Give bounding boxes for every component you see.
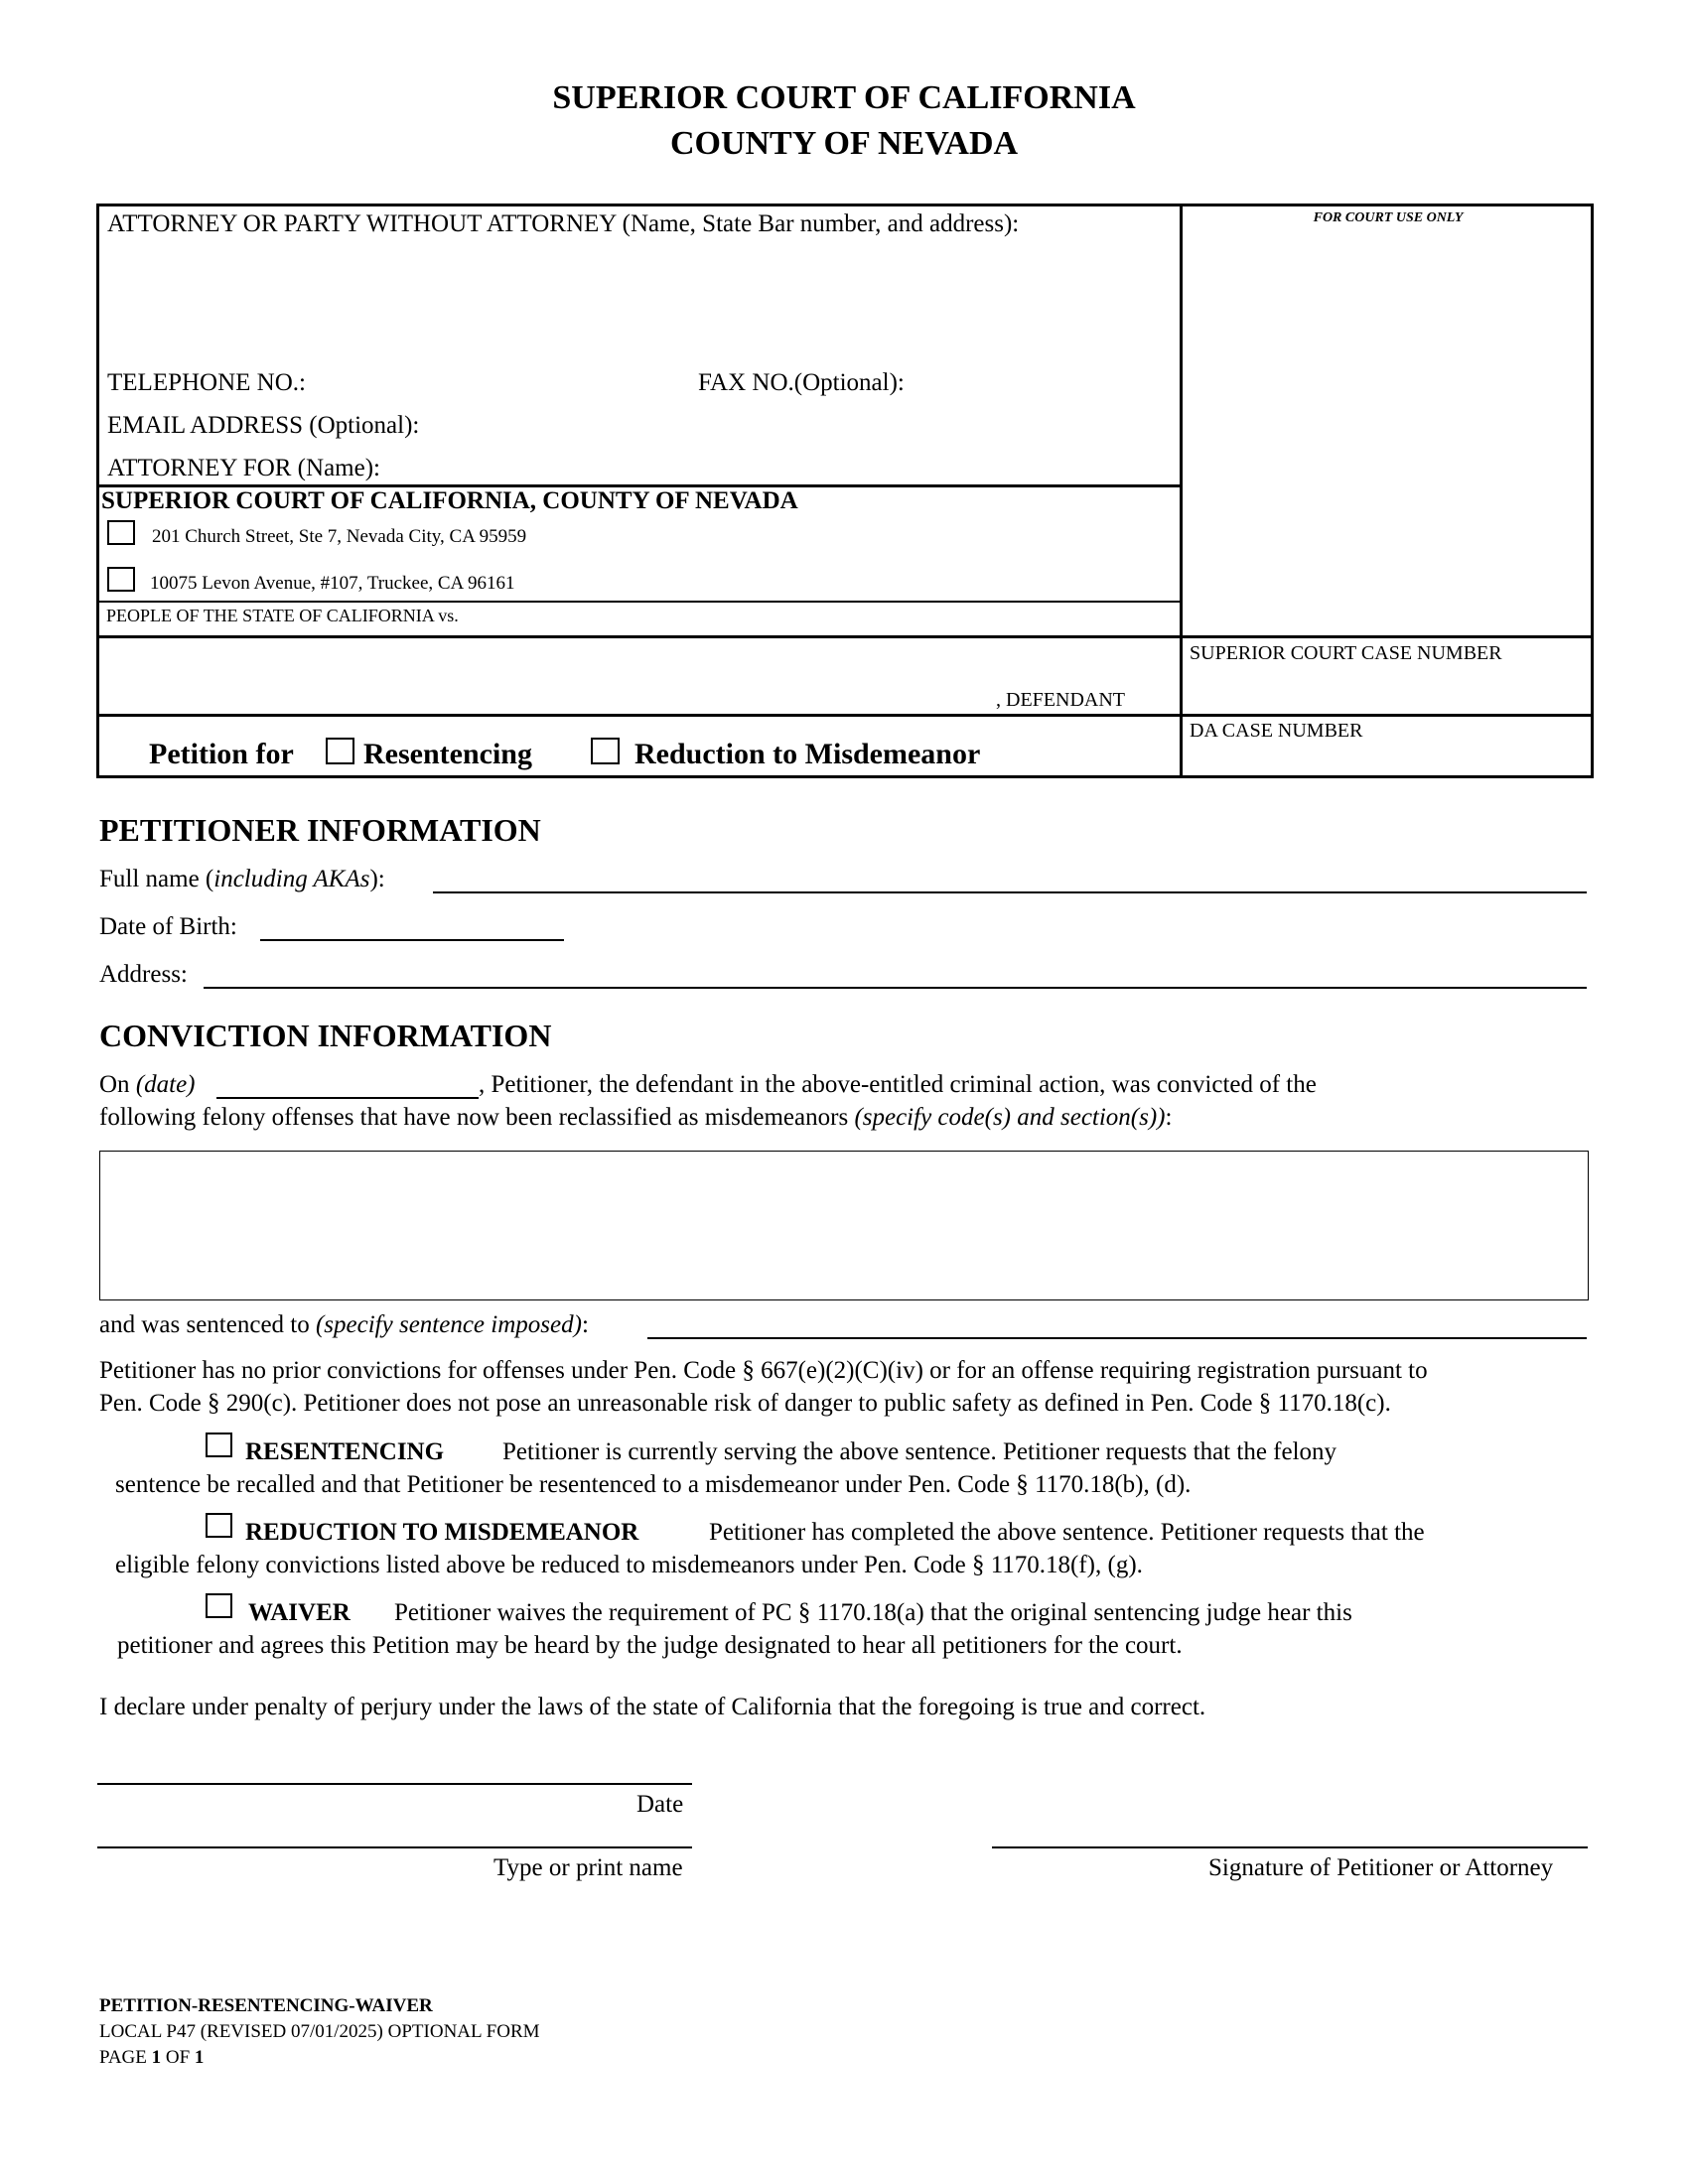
court-use-label: FOR COURT USE ONLY	[1313, 210, 1464, 225]
on-label: On (date)	[99, 1071, 196, 1098]
caption-divider	[1180, 204, 1183, 778]
petition-for-label: Petition for	[149, 738, 294, 770]
attorney-label: ATTORNEY OR PARTY WITHOUT ATTORNEY (Name, State Bar number, and address):	[107, 210, 1020, 237]
truckee-checkbox[interactable]	[107, 567, 135, 592]
da-case-number-label: DA CASE NUMBER	[1190, 720, 1363, 742]
conviction-date-input[interactable]	[216, 1097, 479, 1099]
page-number: PAGE 1 OF 1	[99, 2047, 205, 2068]
defendant-label: , DEFENDANT	[996, 689, 1125, 711]
form-name: PETITION-RESENTENCING-WAIVER	[99, 1995, 433, 2016]
signature-label: Signature of Petitioner or Attorney	[1208, 1854, 1554, 1881]
dob-input[interactable]	[260, 939, 564, 941]
signature-input[interactable]	[992, 1846, 1588, 1848]
reduction-label: REDUCTION TO MISDEMEANOR	[245, 1519, 639, 1546]
dob-label: Date of Birth:	[99, 913, 237, 940]
conviction-statement-line2: following felony offenses that have now been reclassified as misdemeanors (specify code(s) and section(s)):	[99, 1104, 1173, 1131]
address-input[interactable]	[204, 987, 1587, 989]
sentence-input[interactable]	[647, 1337, 1587, 1339]
resentencing-checkbox[interactable]	[206, 1433, 232, 1457]
nevada-city-address: 201 Church Street, Ste 7, Nevada City, CA 95959	[152, 526, 527, 547]
truckee-address: 10075 Levon Avenue, #107, Truckee, CA 96161	[150, 573, 515, 594]
resentencing-label: RESENTENCING	[245, 1438, 445, 1465]
case-number-label: SUPERIOR COURT CASE NUMBER	[1190, 642, 1502, 664]
conviction-statement-line1: , Petitioner, the defendant in the above-entitled criminal action, was convicted of the	[479, 1071, 1317, 1098]
date-input[interactable]	[97, 1783, 692, 1785]
telephone-label: TELEPHONE NO.:	[107, 369, 306, 396]
full-name-input[interactable]	[433, 891, 1587, 893]
resentencing-checkbox-caption[interactable]	[326, 738, 354, 764]
prior-convictions-line2: Pen. Code § 290(c). Petitioner does not pose an unreasonable risk of danger to public safety as defined in Pen. Code § 1170.18(c).	[99, 1390, 1391, 1417]
waiver-text-line1: Petitioner waives the requirement of PC § 1170.18(a) that the original sentencing judge hear this	[394, 1599, 1352, 1626]
conviction-heading: CONVICTION INFORMATION	[99, 1018, 552, 1053]
petition-top-rule	[96, 714, 1594, 717]
reduction-text-line2: eligible felony convictions listed above be reduced to misdemeanors under Pen. Code § 1170.18(f), (g).	[115, 1552, 1143, 1578]
form-id: LOCAL P47 (REVISED 07/01/2025) OPTIONAL FORM	[99, 2021, 540, 2042]
resentencing-text-line1: Petitioner is currently serving the above sentence. Petitioner requests that the felony	[502, 1438, 1337, 1465]
petitioner-heading: PETITIONER INFORMATION	[99, 812, 541, 848]
resentencing-text-line2: sentence be recalled and that Petitioner be resentenced to a misdemeanor under Pen. Code § 1170.18(b), (d).	[115, 1471, 1192, 1498]
people-top-rule	[96, 601, 1183, 603]
waiver-label: WAIVER	[248, 1599, 351, 1626]
court-name-label: SUPERIOR COURT OF CALIFORNIA, COUNTY OF NEVADA	[101, 487, 798, 514]
sentenced-label: and was sentenced to (specify sentence imposed):	[99, 1311, 589, 1338]
attorney-for-label: ATTORNEY FOR (Name):	[107, 455, 380, 481]
waiver-text-line2: petitioner and agrees this Petition may be heard by the judge designated to hear all petitioners for the court.	[117, 1632, 1183, 1659]
fax-label: FAX NO.(Optional):	[698, 369, 905, 396]
offenses-textarea[interactable]	[99, 1151, 1589, 1300]
full-name-label: Full name (including AKAs):	[99, 866, 385, 892]
court-title: SUPERIOR COURT OF CALIFORNIA	[552, 79, 1136, 116]
print-name-label: Type or print name	[493, 1854, 683, 1881]
address-label: Address:	[99, 961, 188, 988]
reduction-option-label: Reduction to Misdemeanor	[634, 738, 981, 770]
county-title: COUNTY OF NEVADA	[669, 125, 1019, 162]
defendant-top-rule	[96, 635, 1594, 638]
people-label: PEOPLE OF THE STATE OF CALIFORNIA vs.	[106, 606, 459, 625]
waiver-checkbox[interactable]	[206, 1593, 232, 1618]
date-label: Date	[636, 1791, 684, 1818]
email-label: EMAIL ADDRESS (Optional):	[107, 412, 420, 439]
prior-convictions-line1: Petitioner has no prior convictions for offenses under Pen. Code § 667(e)(2)(C)(iv) or for an offense requiring registration pursuant to	[99, 1357, 1428, 1384]
reduction-text-line1: Petitioner has completed the above sentence. Petitioner requests that the	[709, 1519, 1425, 1546]
nevada-city-checkbox[interactable]	[107, 520, 135, 545]
declaration: I declare under penalty of perjury under the laws of the state of California that the foregoing is true and correct.	[99, 1694, 1206, 1720]
resentencing-option-label: Resentencing	[363, 738, 532, 770]
print-name-input[interactable]	[97, 1846, 692, 1848]
reduction-checkbox-caption[interactable]	[591, 738, 620, 764]
reduction-checkbox[interactable]	[206, 1513, 232, 1538]
